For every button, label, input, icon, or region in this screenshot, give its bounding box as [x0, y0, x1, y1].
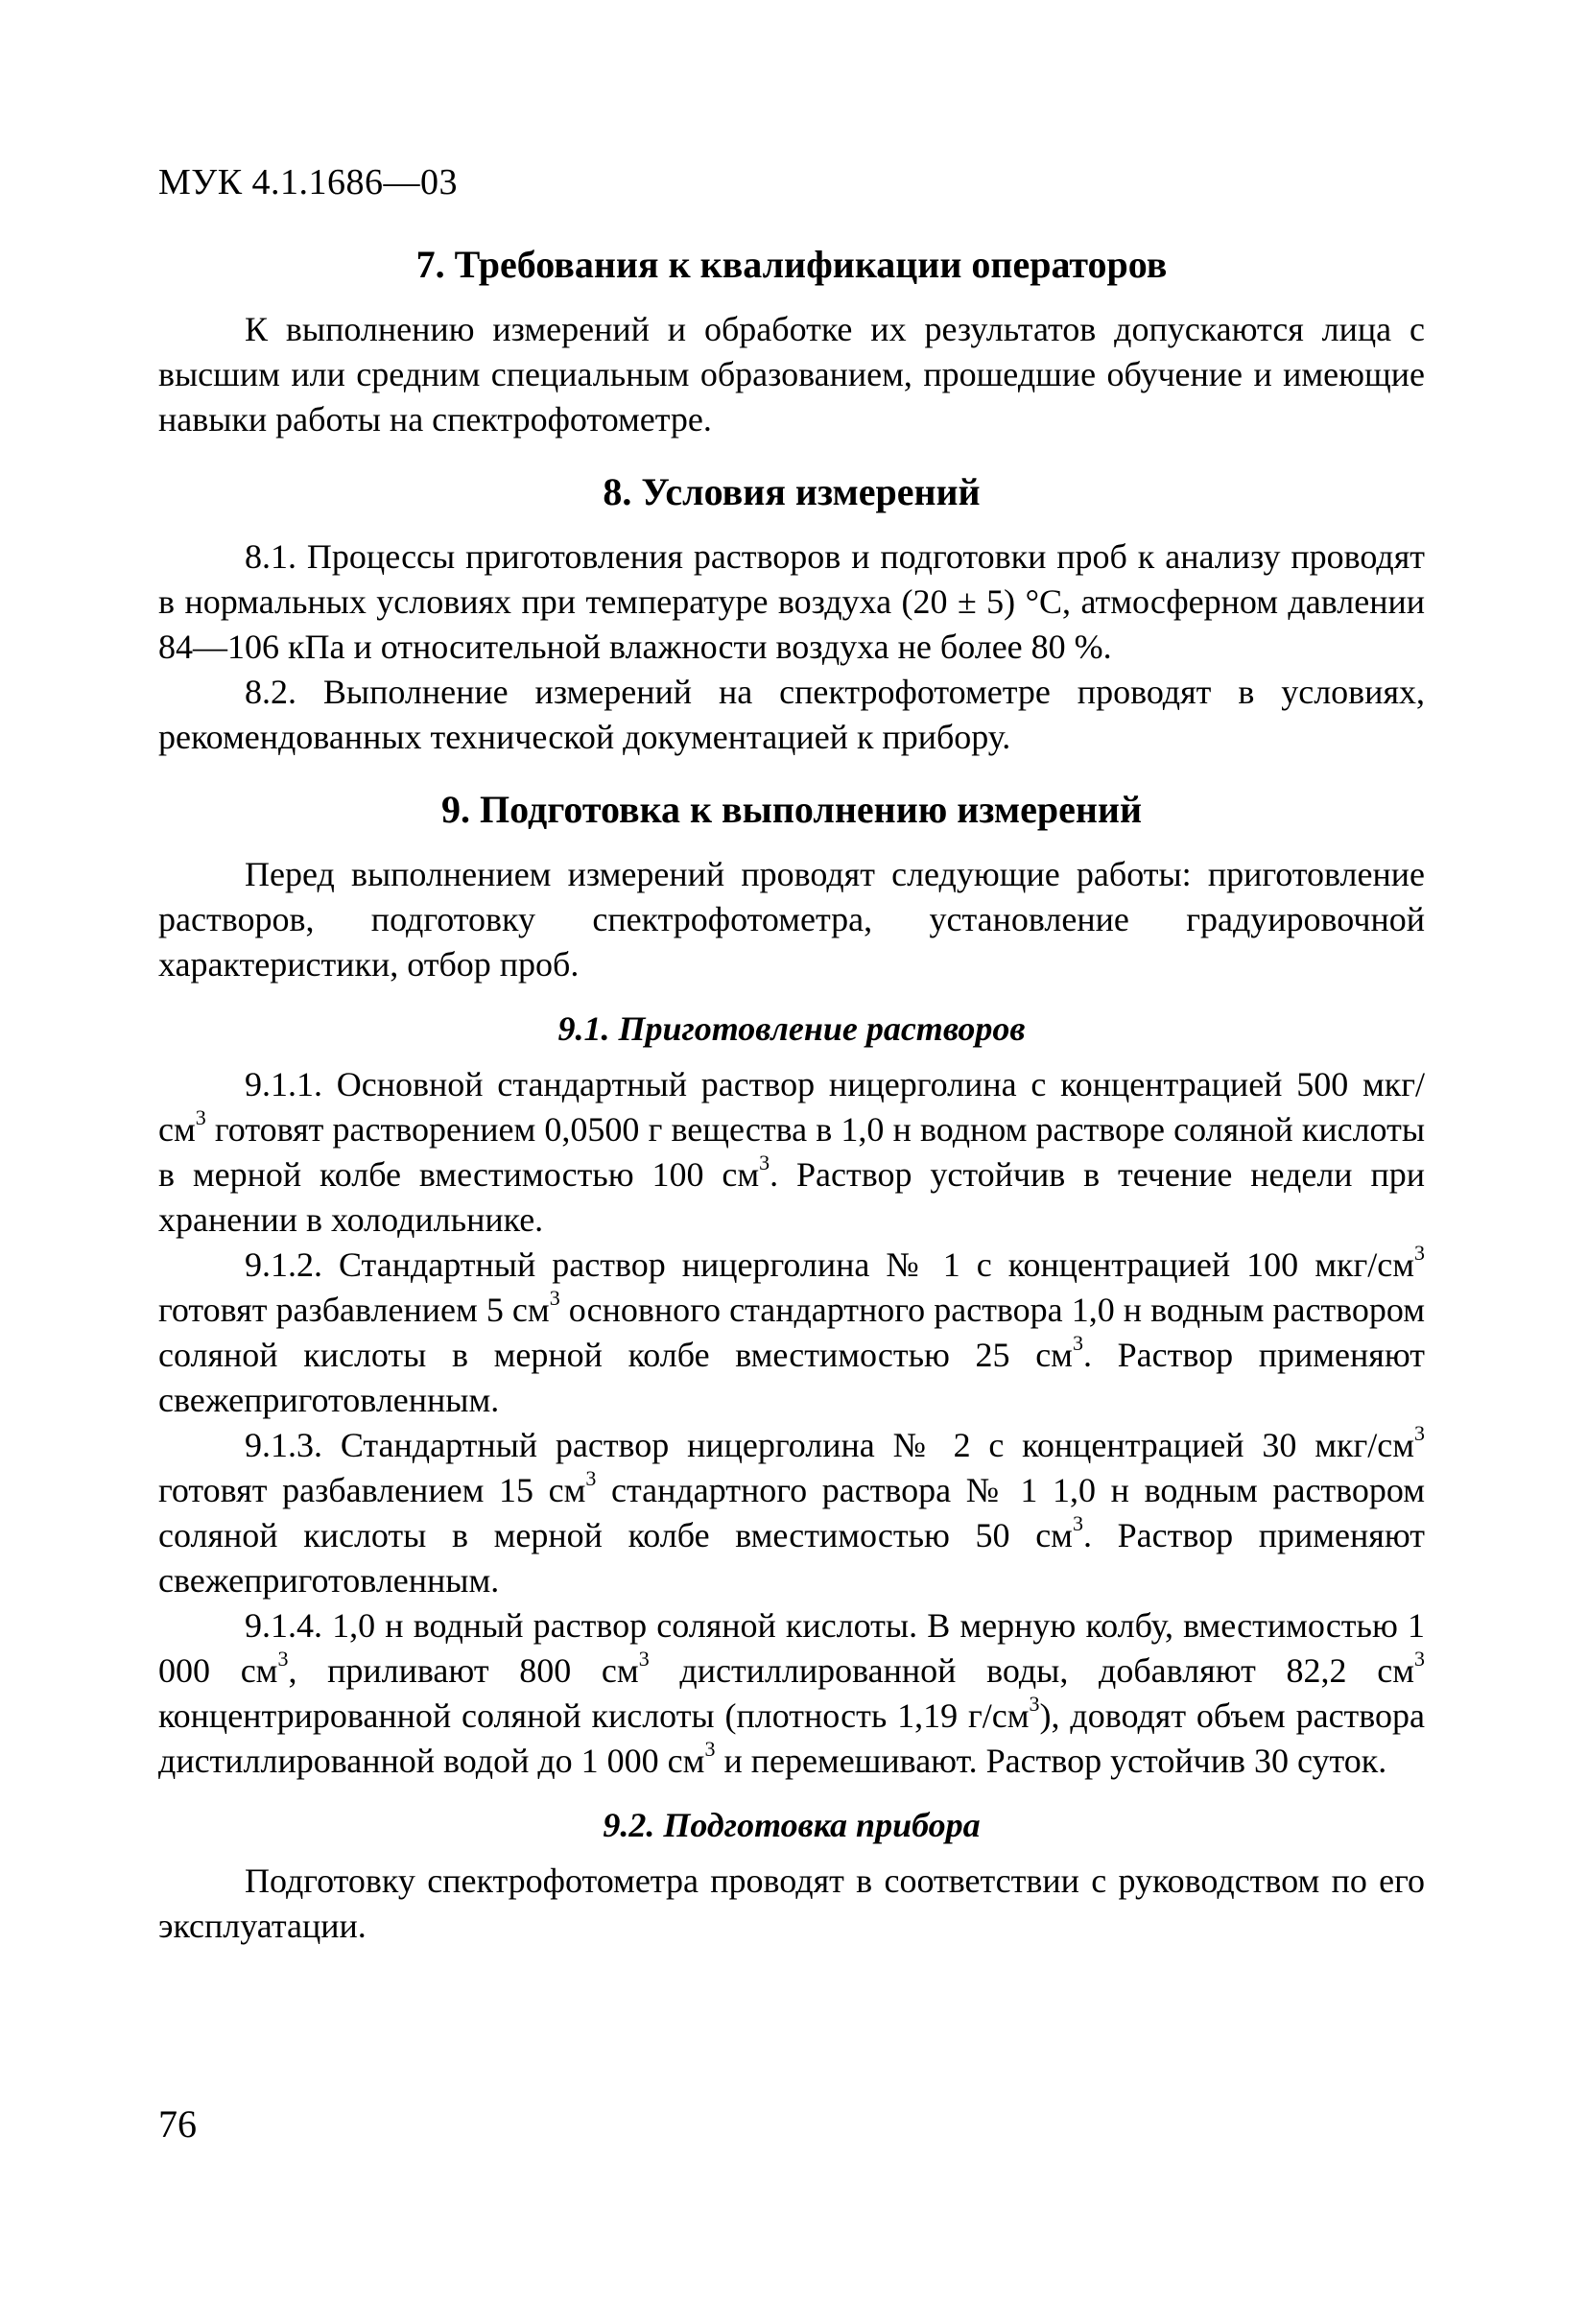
- subsection-9-1-title: 9.1. Приготовление растворов: [557, 1009, 1026, 1048]
- paragraph-9-1-1: [158, 1062, 1425, 1243]
- superscript: 3: [759, 1150, 770, 1174]
- text-run: и перемешивают. Раствор устойчив 30 суток.: [715, 1742, 1387, 1780]
- text-run: 9.1.1. Основной стандартный раствор ницерголина с концентрацией 500 мкг/см: [158, 1065, 1425, 1149]
- section-7-title: 7. Требования к квалификации операторов: [415, 243, 1168, 286]
- superscript: 3: [638, 1647, 650, 1671]
- section-9-title: 9. Подготовка к выполнению измерений: [441, 788, 1142, 831]
- page-content: [158, 240, 1425, 1974]
- section-9-intro: Перед выполнением измерений проводят следующие работы: приготовление растворов, подготовку спектрофотометра, установление градуировочной характеристики, отбор проб.: [158, 855, 1425, 984]
- paragraph-9-1-2: [158, 1243, 1425, 1423]
- section-7: [158, 240, 1425, 442]
- text-run: . Раствор применяют свежеприготовленным.: [158, 1336, 1425, 1419]
- text-run: концентрированной соляной кислоты (плотность 1,19 г/см: [158, 1696, 1030, 1735]
- text-run: . Раствор применяют свежеприготовленным.: [158, 1516, 1425, 1600]
- paragraph-8-1: 8.1. Процессы приготовления растворов и подготовки проб к анализу проводят в нормальных условиях при температуре воздуха (20 ± 5) °С, атмосферном давлении 84—106 кПа и относительной влажности воздуха не более 80 %.: [158, 537, 1425, 666]
- text-run: дистиллированной воды, добавляют 82,2 см: [649, 1651, 1414, 1690]
- text-run: основного стандартного раствора 1,0 н водным раствором соляной кислоты в мерной колбе вместимостью 25 см: [158, 1291, 1426, 1374]
- text-run: 9.1.3. Стандартный раствор ницерголина № 2 с концентрацией 30 мкг/см: [245, 1426, 1414, 1464]
- superscript: 3: [1414, 1421, 1425, 1445]
- text-run: ), доводят объем раствора дистиллированной водой до 1 000 см: [158, 1696, 1426, 1780]
- paragraph-9-2: Подготовку спектрофотометра проводят в соответствии с руководством по его эксплуатации.: [158, 1862, 1425, 1945]
- superscript: 3: [277, 1647, 289, 1671]
- text-run: готовят разбавлением 15 см: [158, 1471, 586, 1509]
- section-9: [158, 785, 1425, 1949]
- section-7-paragraph: К выполнению измерений и обработке их результатов допускаются лица с высшим или средним специальным образованием, прошедшие обучение и имеющие навыки работы на спектрофотометре.: [158, 310, 1425, 439]
- superscript: 3: [1414, 1241, 1425, 1265]
- subsection-9-2-title: 9.2. Подготовка прибора: [603, 1806, 981, 1844]
- superscript: 3: [1414, 1647, 1425, 1671]
- superscript: 3: [1072, 1331, 1083, 1355]
- text-run: 9.1.2. Стандартный раствор ницерголина № 1 с концентрацией 100 мкг/см: [245, 1245, 1414, 1284]
- text-run: 9.1.4. 1,0 н водный раствор соляной кислоты. В мерную колбу, вместимостью 1 000 см: [158, 1606, 1425, 1690]
- superscript: 3: [585, 1466, 597, 1490]
- superscript: 3: [704, 1737, 716, 1761]
- text-run: готовят разбавлением 5 см: [158, 1291, 550, 1329]
- superscript: 3: [1072, 1511, 1083, 1535]
- paragraph-9-1-3: [158, 1423, 1425, 1603]
- text-run: , приливают 800 см: [288, 1651, 639, 1690]
- paragraph-9-1-4: [158, 1603, 1425, 1784]
- superscript: 3: [1029, 1692, 1040, 1716]
- section-8: [158, 467, 1425, 760]
- text-run: готовят растворением 0,0500 г вещества в 1,0 н водном растворе соляной кислоты в мерной колбе вместимостью 100 см: [158, 1110, 1425, 1194]
- text-run: стандартного раствора № 1 1,0 н водным раствором соляной кислоты в мерной колбе вместимостью 50 см: [158, 1471, 1426, 1554]
- paragraph-8-2: 8.2. Выполнение измерений на спектрофотометре проводят в условиях, рекомендованных технической документацией к прибору.: [158, 673, 1425, 756]
- document-code: МУК 4.1.1686—03: [158, 162, 459, 202]
- section-8-title: 8. Условия измерений: [603, 470, 981, 513]
- superscript: 3: [549, 1286, 560, 1310]
- page-number: 76: [158, 2102, 197, 2146]
- superscript: 3: [195, 1105, 206, 1129]
- text-run: . Раствор устойчив в течение недели при хранении в холодильнике.: [158, 1155, 1425, 1239]
